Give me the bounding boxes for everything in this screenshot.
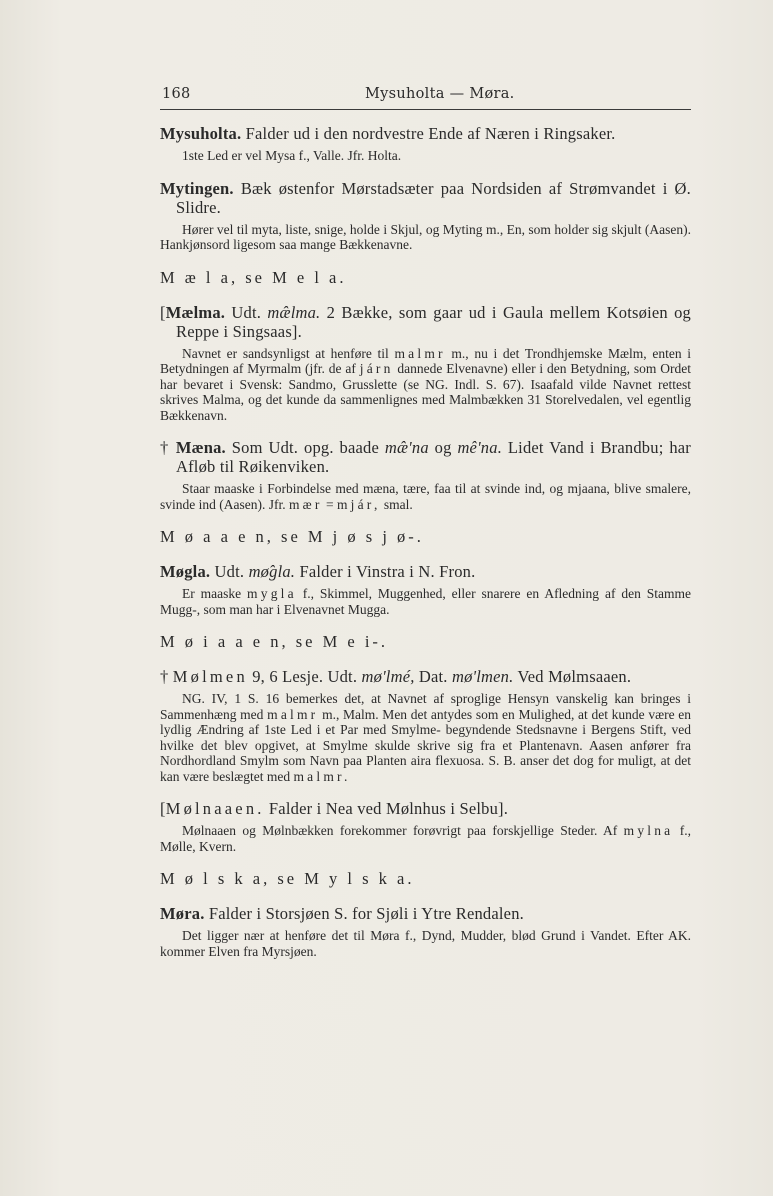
entry-mysuholta: [160, 124, 691, 164]
entry-text: Udt.: [225, 302, 268, 322]
entry-note: [160, 481, 691, 512]
spaced-word: malmr: [394, 345, 446, 361]
cross-reference: [160, 527, 691, 547]
entry-maelma: [160, 303, 691, 424]
dagger: †: [160, 667, 173, 686]
entry-text: Ved Mølmsaaen.: [513, 667, 632, 686]
dagger: †: [160, 438, 176, 457]
entry-text: Falder i Vinstra i N. Fron.: [295, 562, 476, 581]
note-text: NG. IV, 1 S. 16 bemerkes det, at Navnet af sproglige Hensyn vanskelig kan bringes i Sammenhæng med: [160, 691, 691, 722]
spaced-word: mjár,: [336, 496, 381, 512]
headword: Mølmen: [172, 667, 248, 686]
entry-text: Falder i Nea ved Mølnhus i Selbu].: [264, 799, 509, 818]
spaced-word: járn: [359, 361, 394, 376]
headword: Mytingen.: [160, 178, 234, 198]
entry-mora: [160, 904, 691, 959]
note-text: f., Mølle, Kvern.: [160, 823, 691, 854]
headword: Møgla.: [160, 562, 211, 581]
note-text: Mølnaaen og Mølnbækken forekommer forøvrigt paa forskjellige Steder. Af: [182, 823, 624, 838]
xref-text: M ø i a a e n, se M e i-.: [160, 632, 389, 651]
headword: Mølnaaen.: [165, 799, 265, 818]
xref-text: M ø a a e n, se M j ø s j ø-.: [160, 527, 424, 546]
xref-text: M ø l s k a, se M y l s k a.: [160, 869, 415, 888]
note-text: smal.: [380, 496, 413, 512]
cross-reference: [160, 869, 691, 889]
entry-text: Bæk østenfor Mørstadsæter paa Nordsiden af Strømvandet i Ø. Slidre.: [176, 178, 691, 217]
spaced-word: malmr.: [293, 768, 351, 784]
entry-note: [160, 823, 691, 854]
entry-maena: [160, 438, 691, 512]
running-title: Mysuholta — Møra.: [365, 86, 515, 102]
entry-text: Udt.: [210, 562, 249, 581]
entry-text: Falder ud i den nordvestre Ende af Næren i Ringsaker.: [241, 124, 616, 143]
note-text: m., nu i det Trondhjemske Mælm, enten i Betydningen af Myrmalm (jfr. de af: [160, 345, 691, 376]
entry-mogla: [160, 562, 691, 617]
entry-text: og: [428, 438, 458, 457]
entry-mytingen: [160, 179, 691, 253]
entry-note: 1ste Led er vel Mysa f., Valle. Jfr. Holta.: [182, 148, 402, 163]
page-header: [160, 86, 690, 108]
entries: [160, 124, 691, 974]
entry-text: 9, 6 Lesje. Udt.: [247, 667, 362, 686]
entry-text: Dat.: [414, 667, 452, 686]
header-rule: [160, 109, 691, 110]
headword: Møra.: [160, 904, 205, 923]
xref-text: M æ l a, se M e l a.: [160, 267, 347, 287]
page-number: 168: [162, 86, 191, 102]
entry-text: Falder i Storsjøen S. for Sjøli i Ytre Rendalen.: [204, 904, 524, 923]
pronunciation: mø'lmen.: [451, 667, 514, 686]
entry-note: [160, 586, 691, 617]
note-text: Navnet er sandsynligst at henføre til: [182, 345, 395, 361]
entry-text: Som Udt. opg. baade: [225, 438, 385, 457]
pronunciation: mê'na.: [457, 438, 503, 457]
spaced-word: mær: [288, 496, 323, 512]
spaced-word: mylna: [623, 823, 674, 838]
note-text: Staar maaske i Forbindelse med mæna, tære, faa til at svinde ind, og mjaana, blive smalere, svinde ind (Aasen). Jfr.: [160, 481, 691, 512]
bracket: [: [160, 302, 166, 322]
spaced-word: malmr: [267, 706, 319, 722]
cross-reference: [160, 268, 691, 288]
entry-note: Hører vel til myta, liste, snige, holde i Skjul, og Myting m., En, som holder sig skjult (Aasen). Hankjønsord ligesom saa mange Bækkenavne.: [160, 221, 691, 252]
pronunciation: mæ̂'na: [384, 438, 429, 457]
entry-note: [160, 346, 691, 424]
cross-reference: [160, 632, 691, 652]
pronunciation: mæ̂lma.: [267, 302, 321, 322]
entry-molmen: [160, 667, 691, 784]
pronunciation: mø̂gla.: [248, 562, 296, 581]
entry-text: Lidet Vand i Brandbu; har Afløb til Røikenviken.: [176, 438, 692, 476]
entry-note: [160, 691, 691, 784]
entry-text: 2 Bække, som gaar ud i Gaula mellem Kotsøien og Reppe i Singsaas].: [176, 302, 692, 341]
bracket: [: [160, 799, 166, 818]
headword: Mælma.: [165, 302, 226, 322]
headword: Mæna.: [175, 438, 226, 457]
entry-note: Det ligger nær at henføre det til Møra f., Dynd, Mudder, blød Grund i Vandet. Efter AK. kommer Elven fra Myrsjøen.: [160, 928, 691, 959]
note-text: dannede Elvenavne) eller i den Betydning, som Ordet har bevaret i Svensk: Sandmo, Grusslette (se NG. Indl. S. 67). Isaafald vilde Navnet rettest skrives Malma, og det kunde da sammenlignes med Malmbækken 31 Storelvedalen, vel egentlig Bækkenavn.: [160, 361, 691, 423]
note-text: =: [322, 496, 337, 512]
headword: Mysuholta.: [160, 124, 242, 143]
note-text: m., Malm. Men det antydes som en Mulighed, at det kunde være en lydlig Ændring af 1ste Led i et Par med Smylme- begyndende Stedsnavne i Bergens Stift, ved hvilke det blev opgivet, at Smylme skulde skrive sig fra et Plantenavn. Aasen anfører fra Nordhordland Smylm som Navn paa Planten aira flexuosa. S. B. anser det dog for muligt, at det kan være beslægtet med: [160, 706, 691, 784]
note-text: Er maaske: [182, 586, 248, 601]
entry-molnaaen: [160, 799, 691, 854]
spaced-word: mygla: [247, 586, 297, 601]
pronunciation: mø'lmé,: [361, 667, 415, 686]
note-text: f., Skimmel, Muggenhed, eller snarere en Afledning af den Stamme Mugg-, som man har i Elvenavnet Mugga.: [160, 586, 691, 617]
